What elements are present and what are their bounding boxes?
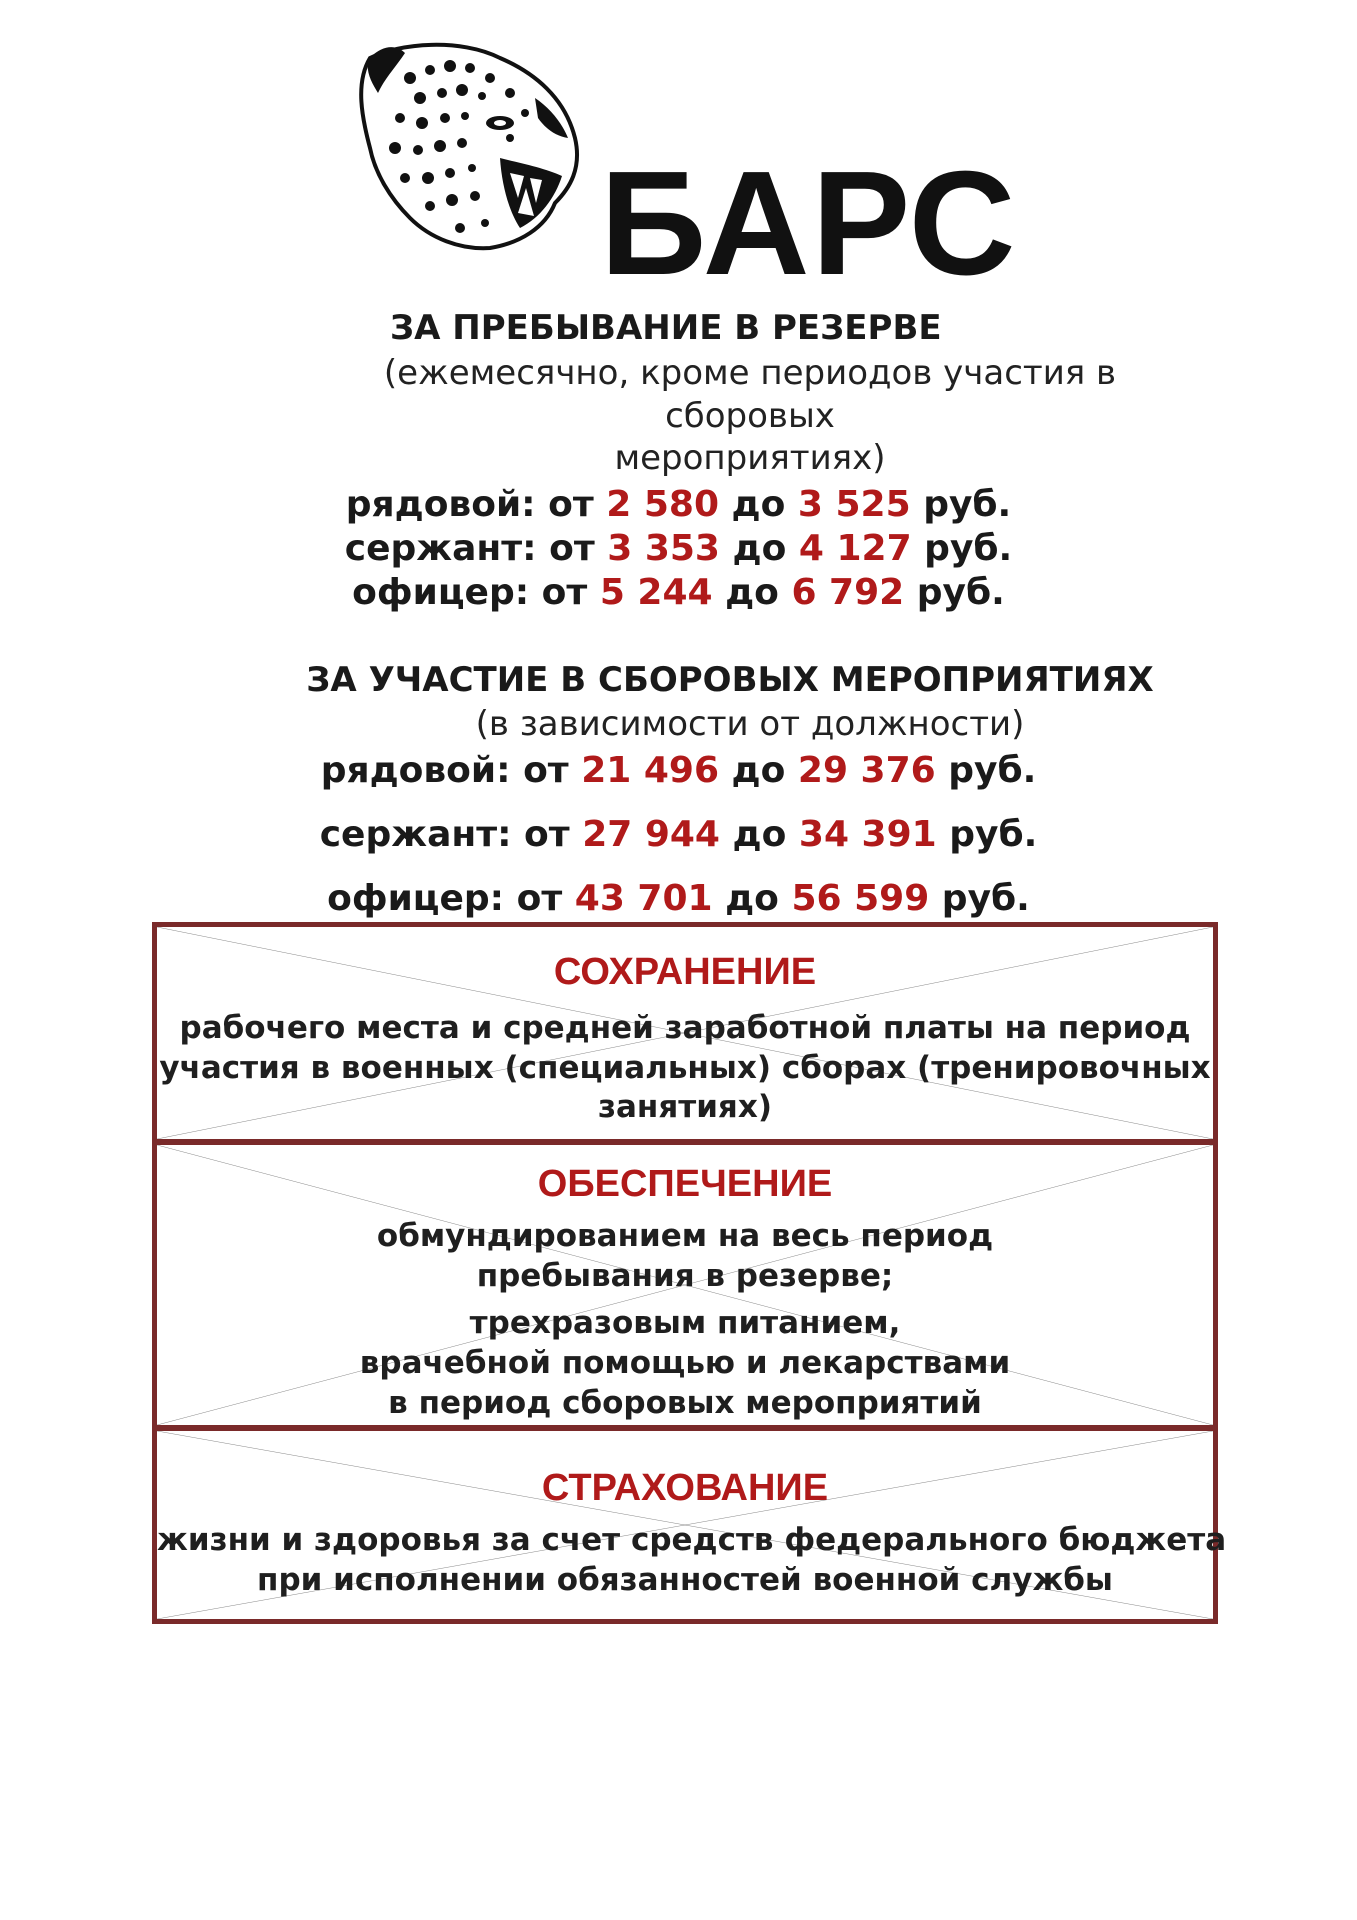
box-insurance — [152, 1426, 1227, 1624]
reserve-row-private: рядовой: от 2 580 до 3 525 руб. — [345, 484, 1012, 525]
reserve-row-sergeant: сержант: от 3 353 до 4 127 руб. — [344, 528, 1013, 569]
reserve-note-line1: (ежемесячно, кроме периодов участия в сборовых — [383, 353, 1117, 436]
box-preservation — [152, 922, 1218, 1144]
snow-leopard-icon — [350, 38, 590, 253]
reserve-note-line2: мероприятиях) — [614, 438, 886, 478]
reserve-heading: ЗА ПРЕБЫВАНИЕ В РЕЗЕРВЕ — [390, 308, 942, 348]
box-text: жизни и здоровья за счет средств федерального бюджета при исполнении обязанностей военной службы — [157, 1522, 1227, 1598]
box-title: СОХРАНЕНИЕ — [553, 951, 817, 993]
training-heading: ЗА УЧАСТИЕ В СБОРОВЫХ МЕРОПРИЯТИЯХ — [306, 660, 1154, 700]
box-title: СТРАХОВАНИЕ — [541, 1467, 829, 1509]
reserve-note — [300, 352, 1200, 480]
box-text: обмундированием на весь период пребывания в резерве; трехразовым питанием, врачебной помощью и лекарствами в период сборовых мероприятий — [359, 1218, 1011, 1421]
training-row-sergeant: сержант: от 27 944 до 34 391 руб. — [319, 814, 1038, 855]
training-row-officer: офицер: от 43 701 до 56 599 руб. — [327, 878, 1030, 919]
training-note: (в зависимости от должности) — [475, 704, 1025, 744]
training-row-private: рядовой: от 21 496 до 29 376 руб. — [320, 750, 1037, 791]
box-provision — [152, 1140, 1218, 1430]
box-title: ОБЕСПЕЧЕНИЕ — [537, 1163, 833, 1205]
reserve-row-officer: офицер: от 5 244 до 6 792 руб. — [352, 572, 1005, 613]
page-title: БАРС — [600, 141, 1018, 306]
box-text: рабочего места и средней заработной платы на период участия в военных (специальных) сборах (тренировочных занятиях) — [159, 1010, 1211, 1126]
